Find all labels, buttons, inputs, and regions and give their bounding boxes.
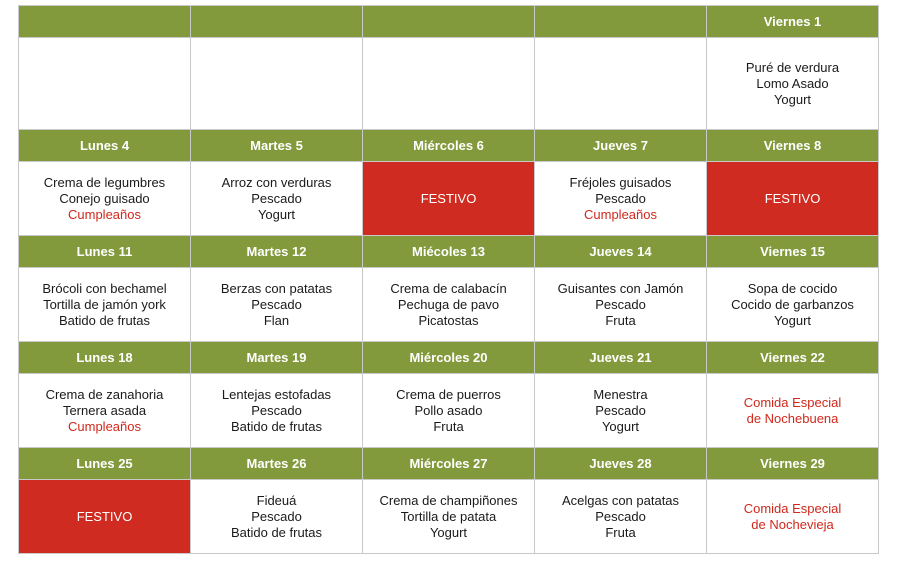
empty-cell bbox=[19, 38, 191, 130]
menu-item: Sopa de cocido bbox=[747, 280, 838, 296]
holiday-cell bbox=[363, 162, 535, 236]
menu-item: Pechuga de pavo bbox=[397, 296, 500, 312]
menu-item: Crema de zanahoria bbox=[45, 386, 164, 402]
menu-cell bbox=[191, 268, 363, 342]
menu-item: Pescado bbox=[251, 296, 302, 312]
menu-item: Fruta bbox=[433, 418, 464, 434]
week-header-row bbox=[19, 448, 879, 480]
day-header: Jueves 21 bbox=[535, 342, 707, 374]
menu-item: Fruta bbox=[605, 524, 636, 540]
menu-item: Yogurt bbox=[257, 206, 296, 222]
menu-cell bbox=[535, 374, 707, 448]
menu-cell bbox=[363, 374, 535, 448]
birthday-note: Cumpleaños bbox=[68, 206, 141, 222]
day-header: Viernes 8 bbox=[707, 130, 879, 162]
menu-item: Pescado bbox=[251, 190, 302, 206]
menu-item: Conejo guisado bbox=[59, 190, 150, 206]
menu-cell bbox=[19, 374, 191, 448]
day-header: Martes 12 bbox=[191, 236, 363, 268]
special-meal-cell bbox=[707, 374, 879, 448]
menu-item: Puré de verdura bbox=[745, 59, 840, 75]
day-header: Miécoles 13 bbox=[363, 236, 535, 268]
day-header: Viernes 1 bbox=[707, 6, 879, 38]
menu-item: Picatostas bbox=[418, 312, 479, 328]
menu-item: Arroz con verduras bbox=[221, 174, 332, 190]
week-menu-row bbox=[19, 162, 879, 236]
menu-cell bbox=[535, 268, 707, 342]
week-header-row bbox=[19, 236, 879, 268]
empty-cell bbox=[535, 38, 707, 130]
menu-cell bbox=[191, 374, 363, 448]
day-header: Martes 19 bbox=[191, 342, 363, 374]
menu-item: Lentejas estofadas bbox=[221, 386, 332, 402]
menu-item: Batido de frutas bbox=[230, 418, 323, 434]
day-header bbox=[191, 6, 363, 38]
menu-cell bbox=[535, 162, 707, 236]
day-header: Jueves 14 bbox=[535, 236, 707, 268]
menu-item: Pescado bbox=[251, 508, 302, 524]
menu-item: Tortilla de patata bbox=[400, 508, 497, 524]
menu-item: Batido de frutas bbox=[230, 524, 323, 540]
day-header: Jueves 7 bbox=[535, 130, 707, 162]
day-header: Miércoles 27 bbox=[363, 448, 535, 480]
menu-item: FESTIVO bbox=[420, 190, 477, 206]
menu-item: de Nochebuena bbox=[746, 410, 839, 426]
menu-item: Cocido de garbanzos bbox=[731, 296, 854, 312]
day-header: Lunes 18 bbox=[19, 342, 191, 374]
menu-item: Fruta bbox=[605, 312, 636, 328]
menu-cell bbox=[191, 162, 363, 236]
day-header: Lunes 4 bbox=[19, 130, 191, 162]
day-header: Jueves 28 bbox=[535, 448, 707, 480]
menu-cell bbox=[191, 480, 363, 554]
week-menu-row bbox=[19, 374, 879, 448]
week-menu-row bbox=[19, 480, 879, 554]
menu-item: Brócoli con bechamel bbox=[42, 280, 167, 296]
menu-item: Pescado bbox=[251, 402, 302, 418]
week-header-row bbox=[19, 342, 879, 374]
day-header: Martes 26 bbox=[191, 448, 363, 480]
menu-item: Pescado bbox=[595, 402, 646, 418]
menu-item: Comida Especial bbox=[743, 394, 842, 410]
day-header: Viernes 29 bbox=[707, 448, 879, 480]
holiday-cell bbox=[707, 162, 879, 236]
holiday-cell bbox=[19, 480, 191, 554]
menu-item: Yogurt bbox=[601, 418, 640, 434]
week-menu-row bbox=[19, 38, 879, 130]
menu-item: FESTIVO bbox=[764, 190, 821, 206]
day-header bbox=[363, 6, 535, 38]
menu-cell bbox=[363, 480, 535, 554]
menu-item: FESTIVO bbox=[76, 508, 133, 524]
menu-item: Guisantes con Jamón bbox=[557, 280, 684, 296]
menu-item: Ternera asada bbox=[62, 402, 147, 418]
menu-item: de Nochevieja bbox=[751, 516, 834, 532]
menu-item: Menestra bbox=[593, 386, 648, 402]
menu-cell bbox=[19, 268, 191, 342]
menu-item: Pescado bbox=[595, 296, 646, 312]
day-header: Miércoles 20 bbox=[363, 342, 535, 374]
menu-item: Crema de champiñones bbox=[379, 492, 518, 508]
day-header: Martes 5 bbox=[191, 130, 363, 162]
menu-item: Fideuá bbox=[256, 492, 297, 508]
day-header: Viernes 22 bbox=[707, 342, 879, 374]
menu-item: Tortilla de jamón york bbox=[43, 296, 166, 312]
menu-item: Crema de puerros bbox=[396, 386, 501, 402]
empty-cell bbox=[363, 38, 535, 130]
birthday-note: Cumpleaños bbox=[68, 418, 141, 434]
day-header: Lunes 11 bbox=[19, 236, 191, 268]
week-header-row bbox=[19, 130, 879, 162]
menu-item: Lomo Asado bbox=[756, 75, 829, 91]
birthday-note: Cumpleaños bbox=[584, 206, 657, 222]
day-header bbox=[535, 6, 707, 38]
week-menu-row bbox=[19, 268, 879, 342]
menu-item: Pescado bbox=[595, 190, 646, 206]
day-header bbox=[19, 6, 191, 38]
menu-item: Comida Especial bbox=[743, 500, 842, 516]
day-header: Viernes 15 bbox=[707, 236, 879, 268]
menu-item: Pescado bbox=[595, 508, 646, 524]
special-meal-cell bbox=[707, 480, 879, 554]
menu-cell bbox=[535, 480, 707, 554]
menu-item: Yogurt bbox=[773, 91, 812, 107]
menu-item: Crema de calabacín bbox=[390, 280, 507, 296]
day-header: Miércoles 6 bbox=[363, 130, 535, 162]
menu-item: Batido de frutas bbox=[58, 312, 151, 328]
menu-cell bbox=[707, 38, 879, 130]
week-header-row bbox=[19, 6, 879, 38]
empty-cell bbox=[191, 38, 363, 130]
menu-item: Crema de legumbres bbox=[43, 174, 166, 190]
menu-cell bbox=[707, 268, 879, 342]
menu-item: Yogurt bbox=[773, 312, 812, 328]
menu-item: Pollo asado bbox=[414, 402, 483, 418]
day-header: Lunes 25 bbox=[19, 448, 191, 480]
menu-calendar-table bbox=[18, 5, 879, 554]
menu-calendar-body bbox=[19, 6, 879, 554]
menu-item: Yogurt bbox=[429, 524, 468, 540]
menu-cell bbox=[363, 268, 535, 342]
menu-item: Berzas con patatas bbox=[220, 280, 333, 296]
menu-item: Flan bbox=[263, 312, 290, 328]
menu-cell bbox=[19, 162, 191, 236]
menu-item: Fréjoles guisados bbox=[569, 174, 672, 190]
menu-item: Acelgas con patatas bbox=[561, 492, 680, 508]
